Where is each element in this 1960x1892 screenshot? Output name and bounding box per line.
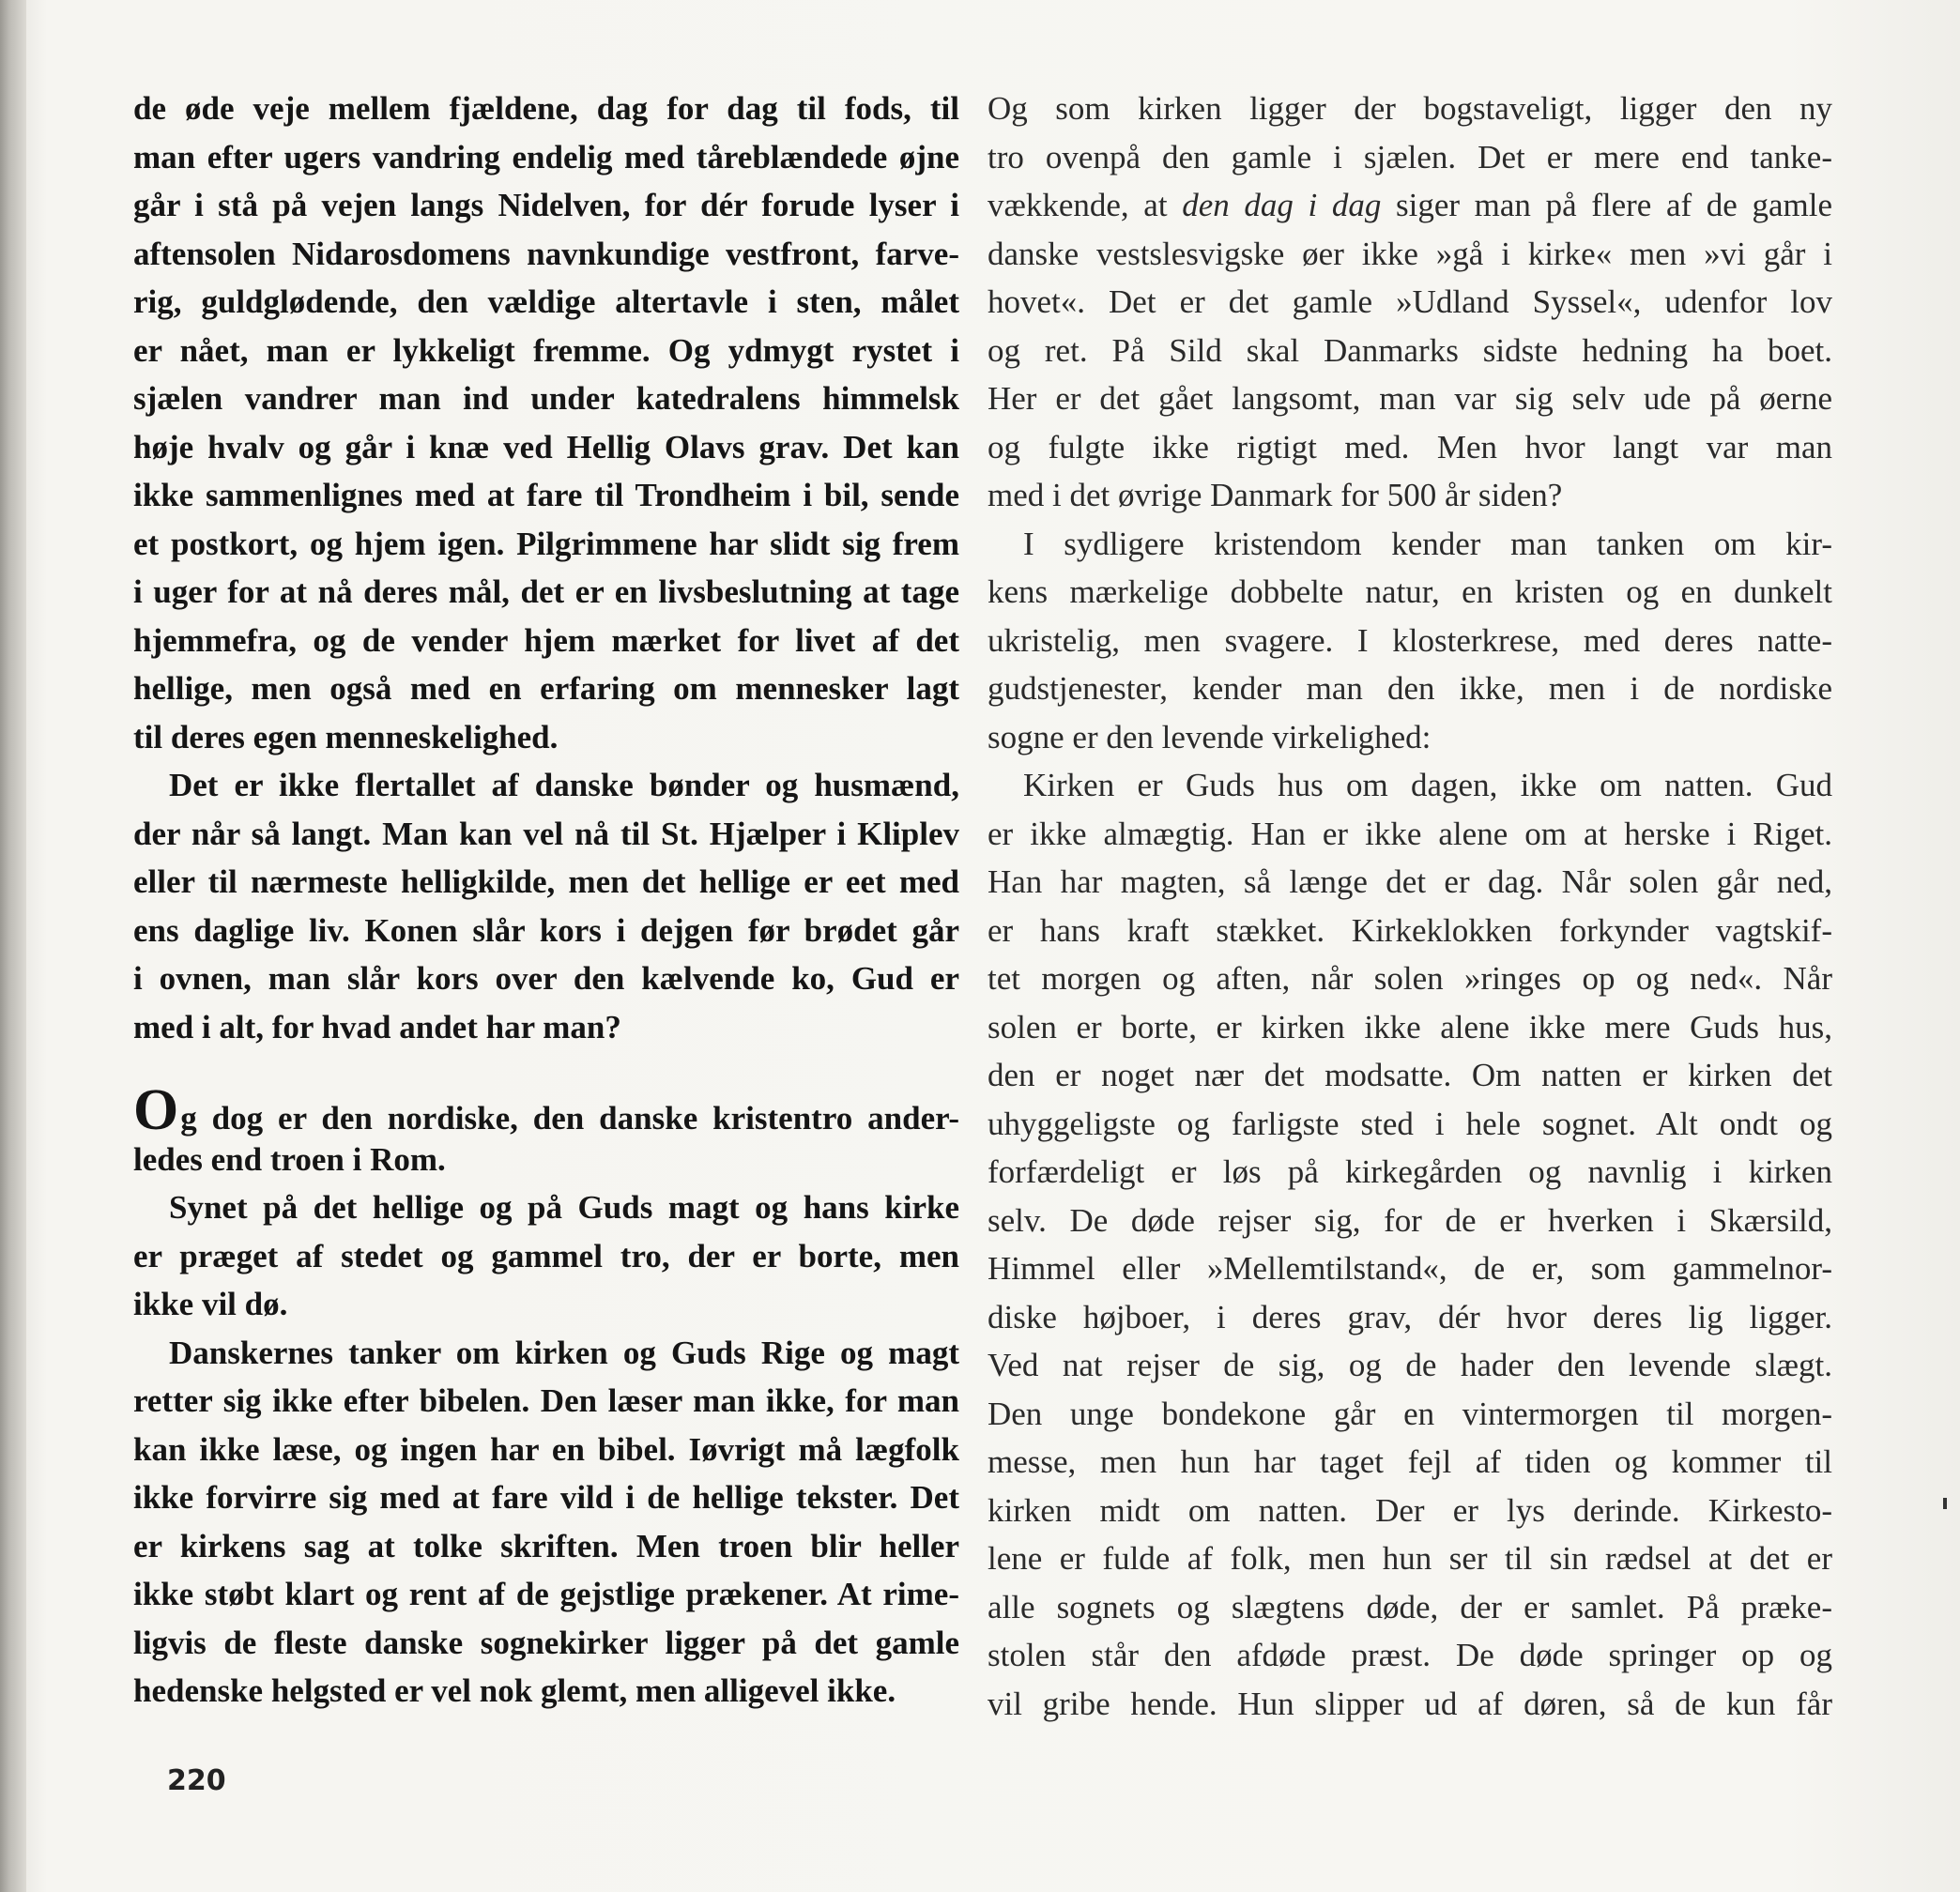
text-line: lene er fulde af folk, men hun ser til sin rædsel at det er: [988, 1540, 1832, 1577]
text-line: Den unge bondekone går en vintermorgen til morgen-: [988, 1395, 1832, 1432]
text-line: danske vestslesvigske øer ikke »gå i kirke« men »vi går i: [988, 235, 1832, 272]
text-line: ikke støbt klart og rent af de gejstlige prækener. At rime-: [133, 1576, 959, 1612]
text-line: Det er ikke flertallet af danske bønder og husmænd,: [169, 767, 959, 803]
text-line: kens mærkelige dobbelte natur, en kristen og en dunkelt: [988, 573, 1832, 610]
paragraph: [133, 84, 959, 761]
text-line: man efter ugers vandring endelig med tåreblændede øjne: [133, 138, 959, 175]
text-line: Synet på det hellige og på Guds magt og hans kirke: [169, 1189, 959, 1226]
paragraph: [133, 1078, 959, 1183]
text-line: og ret. På Sild skal Danmarks sidste hedning ha boet.: [988, 331, 1832, 369]
text-line: vil gribe hende. Hun slipper ud af døren, så de kun får: [988, 1685, 1832, 1722]
paragraph: [133, 761, 959, 1051]
text-line: sjælen vandrer man ind under katedralens himmelsk: [133, 380, 959, 417]
text-line: retter sig ikke efter bibelen. Den læser man ikke, for man: [133, 1382, 959, 1419]
text-line: tro ovenpå den gamle i sjælen. Det er mere end tanke-: [988, 138, 1832, 175]
text-line: Danskernes tanker om kirken og Guds Rige og magt: [169, 1334, 959, 1371]
text-line: hovet«. Det er det gamle »Udland Syssel«, udenfor lov: [988, 283, 1832, 320]
text-line: tet morgen og aften, når solen »ringes op og ned«. Når: [988, 960, 1832, 997]
paragraph: [133, 1183, 959, 1329]
text-line: hedenske helgsted er vel nok glemt, men alligevel ikke.: [133, 1672, 896, 1709]
text-line: diske højboer, i deres grav, dér hvor deres lig ligger.: [988, 1298, 1832, 1335]
text-line: eller til nærmeste helligkilde, men det hellige er eet med: [133, 863, 959, 900]
section-gap: [133, 1051, 959, 1087]
text-line: stolen står den afdøde præst. De døde springer op og: [988, 1637, 1832, 1673]
text-line: ikke forvirre sig med at fare vild i de hellige tekster. Det: [133, 1479, 959, 1516]
text-line: selv. De døde rejser sig, for de er hverken i Skærsild,: [988, 1201, 1832, 1239]
text-line: høje hvalv og går i knæ ved Hellig Olavs grav. Det kan: [133, 428, 959, 465]
text-line: Han har magten, så længe det er dag. Når solen går ned,: [988, 863, 1832, 900]
text-line: kan ikke læse, og ingen har en bibel. Iøvrigt må lægfolk: [133, 1430, 959, 1468]
paragraph: [988, 520, 1832, 762]
text-line: ikke sammenlignes med at fare til Trondheim i bil, sende: [133, 477, 959, 513]
text-line: Her er det gået langsomt, man var sig selv ude på øerne: [988, 380, 1832, 417]
text-line: hjemmefra, og de vender hjem mærket for livet af det: [133, 621, 959, 659]
text-line: Og som kirken ligger der bogstaveligt, ligger den ny: [988, 90, 1832, 127]
text-line: Himmel eller »Mellemtilstand«, de er, som gammelnor-: [988, 1250, 1832, 1287]
page-number: 220: [167, 1764, 226, 1797]
text-line: der når så langt. Man kan vel nå til St. Hjælper i Kliplev: [133, 815, 959, 852]
text-line: aftensolen Nidarosdomens navnkundige vestfront, farve-: [133, 235, 959, 272]
edge-mark: [1943, 1498, 1947, 1509]
text-line-rest: g dog er den nordiske, den danske kristentro ander-: [180, 1100, 959, 1137]
text-line: solen er borte, er kirken ikke alene ikke mere Guds hus,: [988, 1008, 1832, 1045]
text-line: Kirken er Guds hus om dagen, ikke om natten. Gud: [1023, 767, 1832, 803]
text-line: ukristelig, men svagere. I klosterkrese, med deres natte-: [988, 621, 1832, 659]
text-fragment: vækkende, at: [988, 187, 1183, 223]
text-fragment: siger man på flere af de gamle: [1381, 187, 1832, 223]
text-line: rig, guldglødende, den vældige altertavle i sten, målet: [133, 283, 959, 320]
text-line: alle sognets og slægtens døde, der er samlet. På præke-: [988, 1588, 1832, 1625]
text-line: er ikke almægtig. Han er ikke alene om at herske i Riget.: [988, 815, 1832, 852]
text-line: [133, 1078, 959, 1142]
text-line: et postkort, og hjem igen. Pilgrimmene har slidt sig frem: [133, 525, 959, 562]
text-line: med i det øvrige Danmark for 500 år siden?: [988, 477, 1563, 513]
text-line: hellige, men også med en erfaring om mennesker lagt: [133, 670, 959, 707]
right-column: [988, 84, 1832, 1728]
text-line: sogne er den levende virkelighed:: [988, 718, 1432, 755]
text-line: og fulgte ikke rigtigt med. Men hvor langt var man: [988, 428, 1832, 465]
text-line: Ved nat rejser de sig, og de hader den levende slægt.: [988, 1347, 1832, 1383]
text-line: I sydligere kristendom kender man tanken om kir-: [1023, 525, 1832, 562]
text-line: [988, 181, 1832, 230]
text-line: messe, men hun har taget fejl af tiden og kommer til: [988, 1443, 1832, 1480]
text-line: til deres egen menneskelighed.: [133, 718, 559, 755]
text-line: er hans kraft stækket. Kirkeklokken forkynder vagtskif-: [988, 911, 1832, 949]
text-line: uhyggeligste og farligste sted i hele sognet. Alt ondt og: [988, 1105, 1832, 1142]
emphasis-text: den dag i dag: [1182, 187, 1382, 223]
text-line: den er noget nær det modsatte. Om natten er kirken det: [988, 1057, 1832, 1093]
paragraph: [133, 1329, 959, 1716]
paragraph: [988, 84, 1832, 520]
text-line: går i stå på vejen langs Nidelven, for dér forude lyser i: [133, 187, 959, 223]
text-line: i uger for at nå deres mål, det er en livsbeslutning at tage: [133, 573, 959, 610]
text-line: ligvis de fleste danske sognekirker ligger på det gamle: [133, 1624, 959, 1661]
text-line: forfærdeligt er løs på kirkegården og navnlig i kirken: [988, 1153, 1832, 1190]
book-spine-shadow: [0, 0, 26, 1892]
text-line: de øde veje mellem fjældene, dag for dag til fods, til: [133, 90, 959, 127]
drop-cap: O: [133, 1078, 179, 1142]
text-line: er nået, man er lykkeligt fremme. Og ydmygt rystet i: [133, 331, 959, 369]
left-column: [133, 84, 959, 1716]
text-line: ikke vil dø.: [133, 1286, 288, 1322]
text-line: ens daglige liv. Konen slår kors i dejgen før brødet går: [133, 911, 959, 949]
text-line: gudstjenester, kender man den ikke, men i de nordiske: [988, 670, 1832, 707]
text-line: kirken midt om natten. Der er lys derinde. Kirkesto-: [988, 1491, 1832, 1529]
text-line: er præget af stedet og gammel tro, der er borte, men: [133, 1237, 959, 1274]
text-line: er kirkens sag at tolke skriften. Men troen blir heller: [133, 1527, 959, 1564]
paragraph: [988, 761, 1832, 1728]
text-line: med i alt, for hvad andet har man?: [133, 1008, 621, 1045]
text-line: i ovnen, man slår kors over den kælvende ko, Gud er: [133, 960, 959, 997]
text-line: ledes end troen i Rom.: [133, 1140, 446, 1178]
